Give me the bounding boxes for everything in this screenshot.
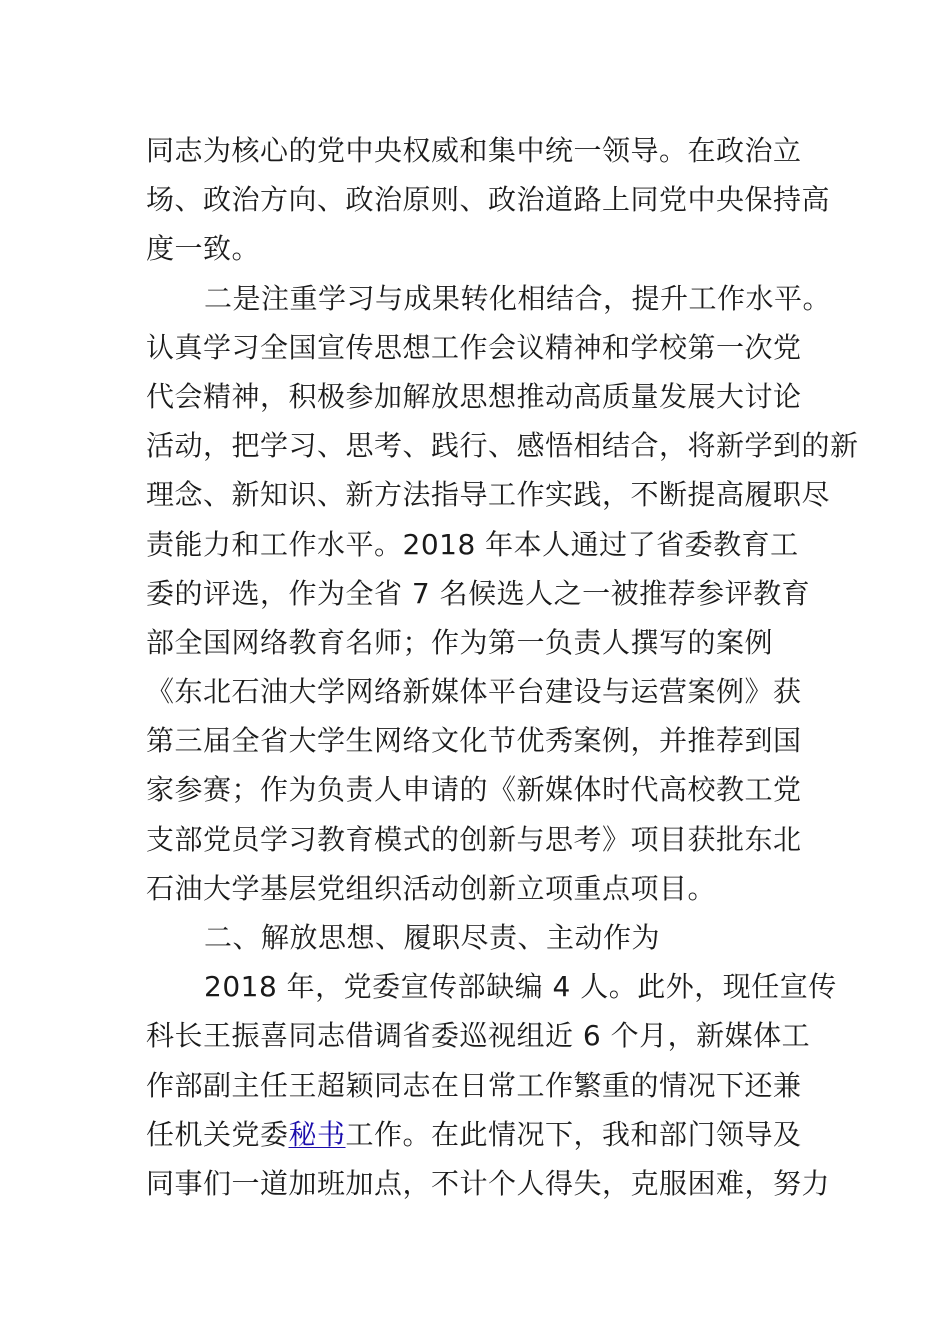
line-text: 工作。在此情况下，我和部门领导及 <box>345 1117 802 1151</box>
paragraph-line: 场、政治方向、政治原则、政治道路上同党中央保持高 <box>146 183 831 217</box>
line-text: 任机关党委 <box>146 1117 289 1151</box>
paragraph-line: 作部副主任王超颖同志在日常工作繁重的情况下还兼 <box>146 1068 802 1102</box>
paragraph-line: 代会精神，积极参加解放思想推动高质量发展大讨论 <box>146 379 802 413</box>
paragraph-line: 2018 年，党委宣传部缺编 4 人。此外，现任宣传 <box>204 970 837 1004</box>
section-heading: 二、解放思想、履职尽责、主动作为 <box>204 921 661 954</box>
paragraph-line: 活动，把学习、思考、践行、感悟相结合，将新学到的新 <box>146 429 859 463</box>
paragraph-line <box>146 1110 836 1159</box>
paragraph-line: 科长王振喜同志借调省委巡视组近 6 个月，新媒体工 <box>146 1019 811 1053</box>
paragraph-line: 部全国网络教育名师；作为第一负责人撰写的案例 <box>146 625 774 659</box>
paragraph-line: 同志为核心的党中央权威和集中统一领导。在政治立 <box>146 134 802 167</box>
paragraph-line: 同事们一道加班加点，不计个人得失，克服困难，努力 <box>146 1166 831 1200</box>
paragraph-line: 支部党员学习教育模式的创新与思考》项目获批东北 <box>146 822 802 856</box>
paragraph-line: 石油大学基层党组织活动创新立项重点项目。 <box>146 871 717 905</box>
paragraph-line: 责能力和工作水平。2018 年本人通过了省委教育工 <box>146 527 799 561</box>
paragraph-line: 理念、新知识、新方法指导工作实践，不断提高履职尽 <box>146 478 831 512</box>
paragraph-line: 度一致。 <box>146 232 261 266</box>
paragraph-line: 认真学习全国宣传思想工作会议精神和学校第一次党 <box>146 330 802 364</box>
paragraph-line: 委的评选，作为全省 7 名候选人之一被推荐参评教育 <box>146 576 811 610</box>
paragraph-line: 二是注重学习与成果转化相结合，提升工作水平。 <box>204 281 832 315</box>
paragraph-line: 《东北石油大学网络新媒体平台建设与运营案例》获 <box>146 675 802 709</box>
secretary-link[interactable]: 秘书 <box>288 1117 346 1151</box>
document-body <box>146 126 859 1208</box>
paragraph-line: 第三届全省大学生网络文化节优秀案例，并推荐到国 <box>146 724 802 758</box>
paragraph-line: 家参赛；作为负责人申请的《新媒体时代高校教工党 <box>146 773 802 807</box>
